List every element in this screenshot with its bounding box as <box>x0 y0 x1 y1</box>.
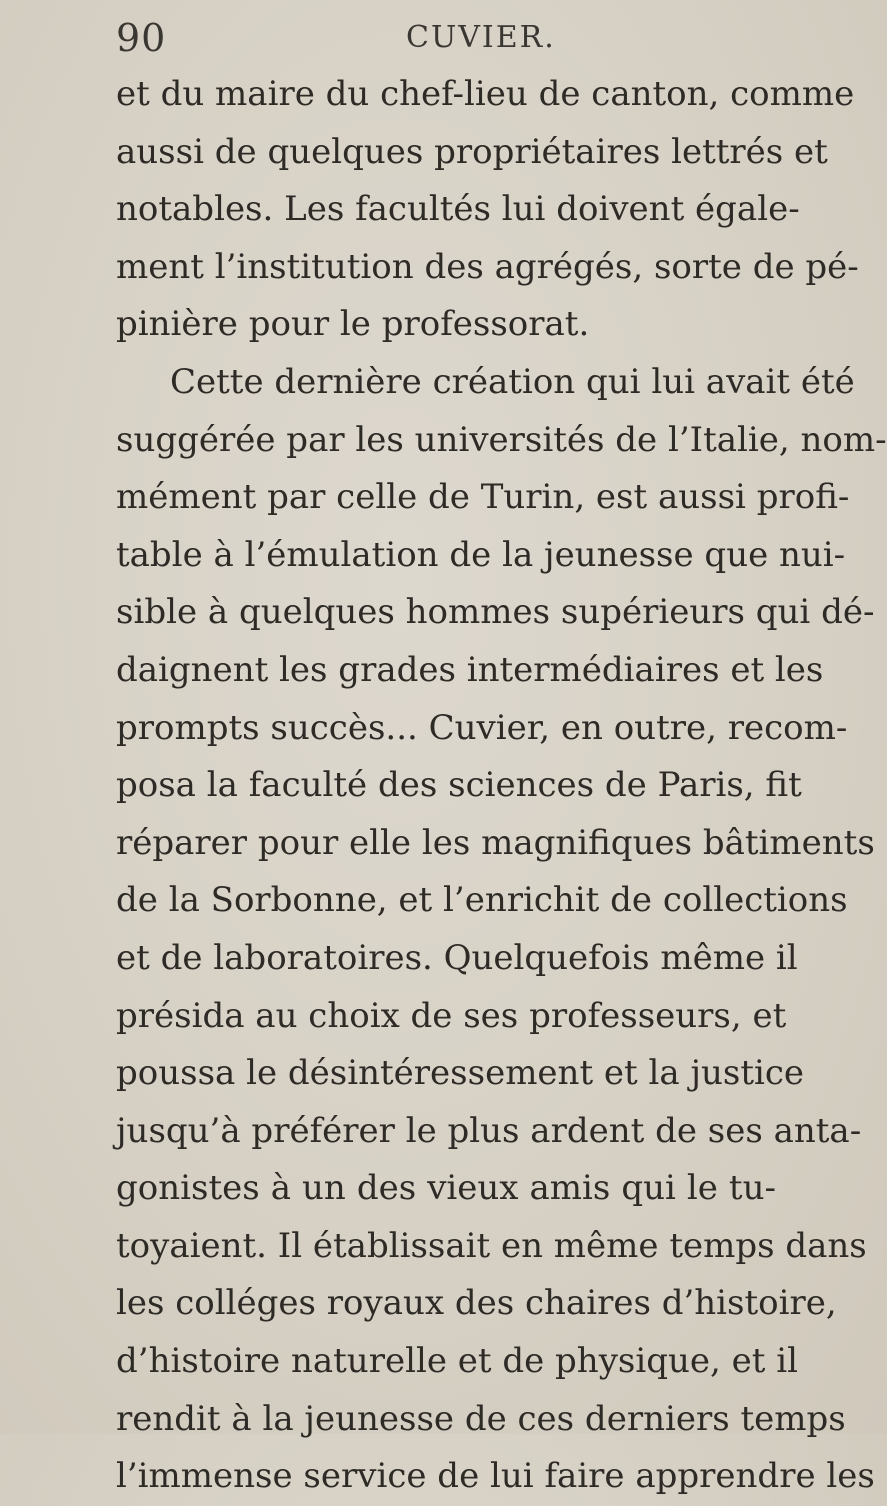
text-line: gonistes à un des vieux amis qui le tu- <box>116 1168 776 1209</box>
text-line: prompts succès... Cuvier, en outre, recom- <box>116 707 848 748</box>
text-line: toyaient. Il établissait en même temps dans <box>116 1225 867 1266</box>
body-text <box>116 66 887 1506</box>
text-line: poussa le désintéressement et la justice <box>116 1053 805 1094</box>
text-line: table à l’émulation de la jeunesse que nui- <box>116 534 846 575</box>
text-line: et du maire du chef-lieu de canton, comme <box>116 74 855 114</box>
page-header <box>0 12 801 62</box>
text-line: notables. Les facultés lui doivent égale- <box>116 189 800 230</box>
text-line: mément par celle de Turin, est aussi profi- <box>116 477 850 518</box>
text-line: Cette dernière création qui lui avait été <box>170 361 855 402</box>
text-line: pinière pour le professorat. <box>116 304 590 345</box>
text-line: rendit à la jeunesse de ces derniers temps <box>116 1398 846 1439</box>
text-line: suggérée par les universités de l’Italie, nom- <box>116 419 887 460</box>
page-number: 90 <box>116 16 167 60</box>
text-line: les colléges royaux des chaires d’histoire, <box>116 1283 837 1324</box>
text-line: daignent les grades intermédiaires et les <box>116 649 824 690</box>
text-line: et de laboratoires. Quelquefois même il <box>116 937 798 978</box>
text-line: aussi de quelques propriétaires lettrés et <box>116 131 828 172</box>
text-line: sible à quelques hommes supérieurs qui dé- <box>116 592 875 633</box>
text-line: de la Sorbonne, et l’enrichit de collections <box>116 880 848 921</box>
text-line: ment l’institution des agrégés, sorte de pé- <box>116 246 859 287</box>
text-line: réparer pour elle les magnifiques bâtiments <box>116 822 875 863</box>
text-line: d’histoire naturelle et de physique, et il <box>116 1341 798 1382</box>
text-line: présida au choix de ses professeurs, et <box>116 995 787 1036</box>
text-line: l’immense service de lui faire apprendre les <box>116 1456 875 1497</box>
text-line: jusqu’à préférer le plus ardent de ses anta- <box>116 1110 862 1151</box>
text-line: posa la faculté des sciences de Paris, fit <box>116 765 802 806</box>
running-head: CUVIER. <box>406 20 556 55</box>
